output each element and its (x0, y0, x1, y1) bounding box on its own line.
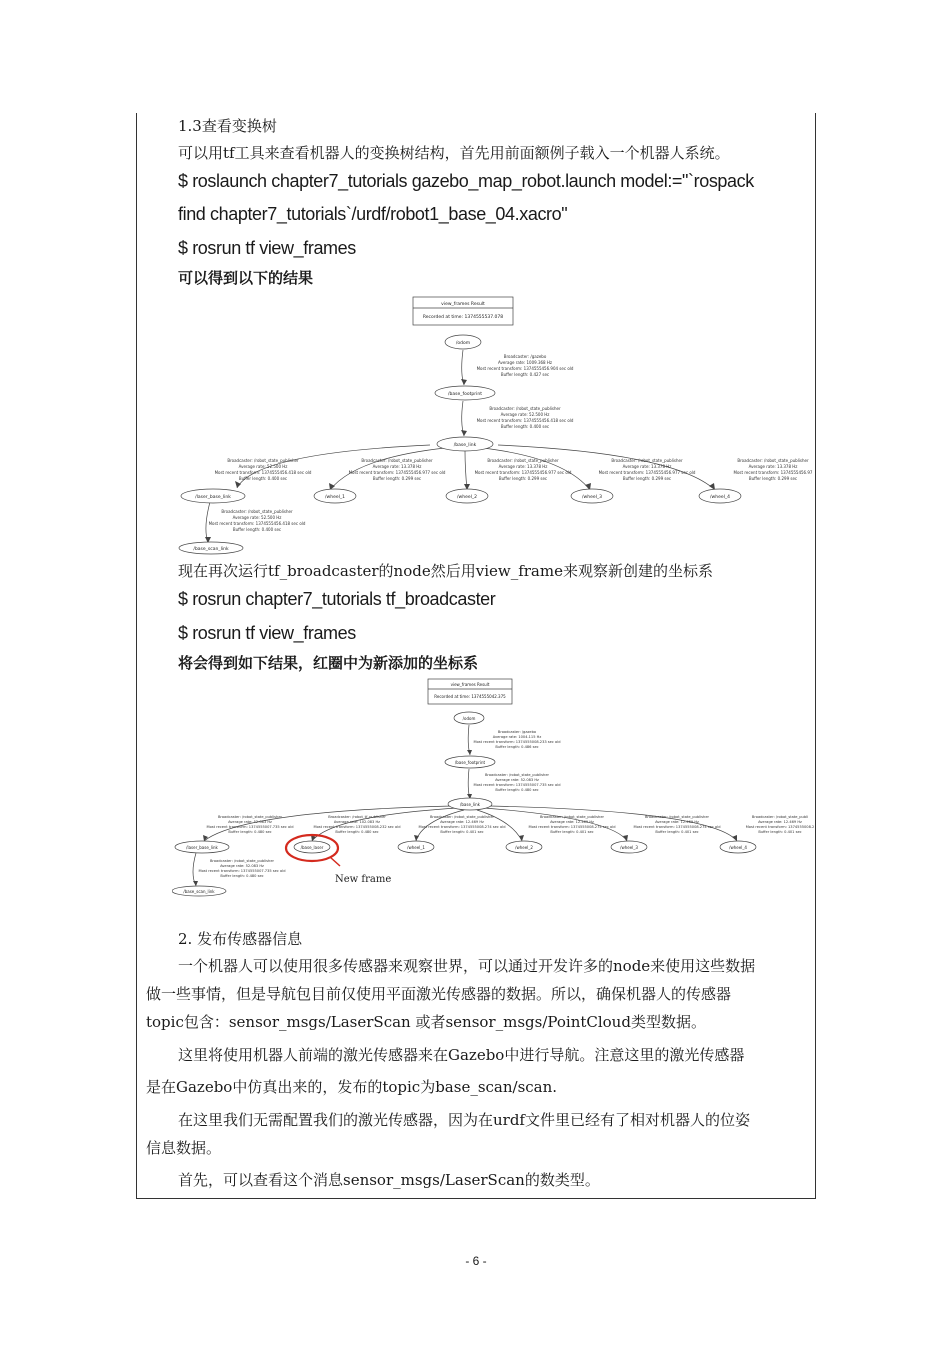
svg-text:Average rate: 13.378 Hz: Average rate: 13.378 Hz (748, 464, 798, 469)
diagram1-edge-baselink-wheel3 (599, 458, 696, 481)
svg-text:Broadcaster: /robot_state_publ: Broadcaster: /robot_state_publisher (429, 815, 495, 819)
svg-text:/laser_base_link: /laser_base_link (195, 495, 231, 500)
svg-text:/wheel_1: /wheel_1 (325, 495, 345, 500)
svg-text:Average rate: 52.083 Hz: Average rate: 52.083 Hz (495, 778, 539, 782)
command-roslaunch-line1: $ roslaunch chapter7_tutorials gazebo_map_robot.launch model:="`rospack (178, 171, 754, 191)
diagram2-edge-baselink-wheel4 (746, 815, 815, 834)
diagram2-title: view_frames Result (450, 682, 490, 687)
svg-text:/wheel_3: /wheel_3 (582, 495, 602, 500)
svg-text:Buffer length: 0.299 sec: Buffer length: 0.299 sec (372, 476, 422, 481)
svg-text:Broadcaster: /robot_state_publ: Broadcaster: /robot_state_publisher (539, 815, 605, 819)
svg-text:/base_link: /base_link (453, 443, 477, 448)
result-label: 可以得到以下的结果 (178, 270, 314, 287)
svg-text:/odom: /odom (462, 716, 476, 721)
svg-text:Broadcaster: /robot_state_publ: Broadcaster: /robot_state_publisher (611, 458, 683, 463)
svg-text:Buffer length: 0.299 sec: Buffer length: 0.299 sec (498, 476, 548, 481)
new-frame-annotation: New frame (335, 874, 392, 885)
result-label-2: 将会得到如下结果，红圈中为新添加的坐标系 (178, 655, 479, 672)
svg-text:Average rate: 1009.368 Hz: Average rate: 1009.368 Hz (498, 360, 552, 365)
svg-text:/wheel_4: /wheel_4 (710, 495, 730, 500)
paragraph2-line2: 是在Gazebo中仿真出来的，发布的topic为base_scan/scan. (146, 1078, 558, 1096)
svg-text:Buffer length: 0.427 sec: Buffer length: 0.427 sec (500, 372, 550, 377)
svg-text:Average rate: 52.500 Hz: Average rate: 52.500 Hz (232, 515, 282, 520)
svg-text:Broadcaster: /robot_state_publ: Broadcaster: /robot_state_publisher (484, 773, 550, 777)
svg-text:Average rate: 52.500 Hz: Average rate: 52.500 Hz (500, 412, 550, 417)
svg-text:/base_link: /base_link (460, 802, 480, 807)
svg-text:Most recent transform: 1374555: Most recent transform: 1374555008.233 sec old (473, 740, 561, 744)
svg-text:Average rate: 52.083 Hz: Average rate: 52.083 Hz (220, 864, 264, 868)
command-view-frames: $ rosrun tf view_frames (178, 238, 356, 258)
page-number: - 6 - (465, 1254, 487, 1268)
paragraph1-line1: 一个机器人可以使用很多传感器来观察世界，可以通过开发许多的node来使用这些数据 (178, 957, 756, 975)
svg-text:Buffer length: 0.400 sec: Buffer length: 0.400 sec (500, 424, 550, 429)
svg-text:/base_scan_link: /base_scan_link (183, 889, 215, 894)
command-roslaunch-line2: find chapter7_tutorials`/urdf/robot1_base_04.xacro" (178, 204, 568, 224)
svg-text:Broadcaster: /gazebo: Broadcaster: /gazebo (503, 354, 547, 359)
paragraph3-line1: 在这里我们无需配置我们的激光传感器，因为在urdf文件里已经有了相对机器人的位姿 (178, 1111, 750, 1129)
diagram1-edge-baselink-wheel4 (734, 458, 813, 481)
svg-text:/wheel_4: /wheel_4 (729, 845, 747, 850)
svg-text:Average rate: 12.469 Hz: Average rate: 12.469 Hz (655, 820, 699, 824)
command-view-frames-2: $ rosrun tf view_frames (178, 623, 356, 643)
paragraph1-line3: topic包含：sensor_msgs/LaserScan 或者sensor_msgs/PointCloud类型数据。 (146, 1013, 706, 1031)
svg-text:/laser_base_link: /laser_base_link (186, 845, 218, 850)
svg-text:Most recent transform: 1374555: Most recent transform: 1374555456.418 sec old (214, 470, 312, 475)
svg-text:Broadcaster: /robot_state_publ: Broadcaster: /robot_state_publisher (217, 815, 283, 819)
svg-text:Most recent transform: 1374555: Most recent transform: 1374555456.977 sec old (474, 470, 572, 475)
svg-text:Average rate: 13.378 Hz: Average rate: 13.378 Hz (498, 464, 548, 469)
svg-text:Buffer length: 0.400 sec: Buffer length: 0.400 sec (232, 527, 282, 532)
svg-text:Most recent transform: 1374555: Most recent transform: 1374555456.418 sec old (208, 521, 306, 526)
diagram2-edge-odom-footprint (473, 730, 560, 749)
svg-text:Broadcaster: /robot_tf_publish: Broadcaster: /robot_tf_publisher (328, 815, 386, 819)
svg-text:Most recent transform: 1374555: Most recent transform: 1374555008.2 (745, 825, 815, 829)
svg-text:Buffer length: 0.480 sec: Buffer length: 0.480 sec (335, 830, 379, 834)
svg-text:/base_scan_link: /base_scan_link (193, 547, 229, 552)
svg-text:Most recent transform: 1374555: Most recent transform: 1374555007.735 sec old (473, 783, 561, 787)
svg-text:Average rate: 52.500 Hz: Average rate: 52.500 Hz (238, 464, 288, 469)
diagram2-edge-baselink-wheel1 (418, 815, 505, 834)
diagram2-edge-laser-scan (198, 859, 285, 878)
svg-text:Buffer length: 0.401 sec: Buffer length: 0.401 sec (440, 830, 484, 834)
svg-text:Most recent transform: 1374555: Most recent transform: 1374555008.232 sec old (313, 825, 401, 829)
svg-text:Average rate: 12.469 Hz: Average rate: 12.469 Hz (550, 820, 594, 824)
svg-text:/wheel_2: /wheel_2 (515, 845, 533, 850)
svg-text:/odom: /odom (455, 341, 471, 346)
diagram1-edge-laser-scan (209, 509, 306, 532)
svg-text:Most recent transform: 1374555: Most recent transform: 1374555008.274 sec old (633, 825, 721, 829)
svg-text:Buffer length: 0.401 sec: Buffer length: 0.401 sec (758, 830, 802, 834)
svg-text:/base_footprint: /base_footprint (448, 392, 482, 397)
svg-text:Broadcaster: /robot_state_publ: Broadcaster: /robot_state_publisher (644, 815, 710, 819)
svg-text:Buffer length: 0.480 sec: Buffer length: 0.480 sec (220, 874, 264, 878)
svg-text:Average rate: 12.469 Hz: Average rate: 12.469 Hz (758, 820, 802, 824)
svg-text:Buffer length: 0.299 sec: Buffer length: 0.299 sec (748, 476, 798, 481)
svg-text:Average rate: 13.378 Hz: Average rate: 13.378 Hz (372, 464, 422, 469)
svg-text:Average rate: 12.469 Hz: Average rate: 12.469 Hz (440, 820, 484, 824)
diagram2-edge-footprint-baselink (473, 773, 560, 792)
after-text: 现在再次运行tf_broadcaster的node然后用view_frame来观察新创建的坐标系 (178, 562, 713, 580)
diagram1-title: view_frames Result (441, 302, 485, 307)
diagram1-edge-baselink-wheel1 (349, 458, 446, 481)
svg-text:Most recent transform: 1374555: Most recent transform: 1374555456.977 sec old (348, 470, 446, 475)
svg-text:Broadcaster: /robot_state_publ: Broadcaster: /robot_state_publisher (489, 406, 561, 411)
diagram2-recorded: Recorded at time: 1374555042.375 (434, 694, 506, 699)
svg-text:Average rate: 1004.115 Hz: Average rate: 1004.115 Hz (492, 735, 542, 739)
command-tf-broadcaster: $ rosrun chapter7_tutorials tf_broadcaster (178, 589, 496, 609)
paragraph2-line1: 这里将使用机器人前端的激光传感器来在Gazebo中进行导航。注意这里的激光传感器 (178, 1046, 745, 1064)
paragraph1-line2: 做一些事情，但是导航包目前仅使用平面激光传感器的数据。所以，确保机器人的传感器 (146, 985, 732, 1003)
svg-text:Buffer length: 0.299 sec: Buffer length: 0.299 sec (622, 476, 672, 481)
diagram2-edge-baselink-wheel2 (528, 815, 615, 834)
diagram1-edge-footprint-baselink (477, 406, 574, 429)
svg-text:Broadcaster: /robot_state_publ: Broadcaster: /robot_state_publisher (737, 458, 809, 463)
svg-text:Buffer length: 0.401 sec: Buffer length: 0.401 sec (655, 830, 699, 834)
tf-tree-diagram-2 (172, 676, 818, 898)
svg-text:Average rate: 13.378 Hz: Average rate: 13.378 Hz (622, 464, 672, 469)
svg-text:/base_footprint: /base_footprint (454, 760, 486, 765)
diagram1-edge-odom-footprint (477, 354, 574, 377)
diagram2-edge-baselink-base-laser (313, 815, 400, 834)
diagram1-edge-baselink-laser (215, 458, 312, 481)
svg-text:Buffer length: 0.480 sec: Buffer length: 0.480 sec (228, 830, 272, 834)
svg-text:Broadcaster: /gazebo: Broadcaster: /gazebo (497, 730, 537, 734)
tf-tree-diagram-1 (175, 293, 815, 555)
paragraph4-line1: 首先，可以查看这个消息sensor_msgs/LaserScan的数类型。 (178, 1171, 600, 1189)
svg-text:/wheel_2: /wheel_2 (457, 495, 477, 500)
section-heading-1: 1.3查看变换树 (178, 117, 277, 135)
svg-text:Most recent transform: 1374555: Most recent transform: 1374555456.977 sec old (598, 470, 696, 475)
svg-text:Most recent transform: 1374555: Most recent transform: 1374555008.274 sec old (528, 825, 616, 829)
svg-text:Average rate: 52.083 Hz: Average rate: 52.083 Hz (228, 820, 272, 824)
new-frame-pointer (330, 857, 340, 866)
diagram2-edge-baselink-wheel3 (633, 815, 720, 834)
svg-text:Broadcaster: /robot_state_publ: Broadcaster: /robot_state_publisher (487, 458, 559, 463)
svg-text:/wheel_3: /wheel_3 (620, 845, 638, 850)
svg-text:Buffer length: 0.401 sec: Buffer length: 0.401 sec (550, 830, 594, 834)
svg-text:Broadcaster: /robot_state_publ: Broadcaster: /robot_state_publisher (221, 509, 293, 514)
diagram1-edge-baselink-wheel2 (475, 458, 572, 481)
svg-text:Most recent transform: 1374555: Most recent transform: 1374555456.97 (733, 470, 813, 475)
svg-text:Buffer length: 0.486 sec: Buffer length: 0.486 sec (495, 745, 539, 749)
section-heading-2: 2. 发布传感器信息 (178, 930, 303, 948)
paragraph3-line2: 信息数据。 (146, 1139, 222, 1157)
svg-text:Broadcaster: /robot_state_publ: Broadcaster: /robot_state_publisher (227, 458, 299, 463)
svg-text:Broadcaster: /robot_state_publ: Broadcaster: /robot_state_publisher (361, 458, 433, 463)
svg-text:Broadcaster: /robot_state_publ: Broadcaster: /robot_state_publisher (209, 859, 275, 863)
svg-text:Most recent transform: 1374555: Most recent transform: 1374555007.735 sec old (206, 825, 294, 829)
svg-text:/base_laser: /base_laser (300, 845, 324, 850)
svg-text:Most recent transform: 1374555: Most recent transform: 1374555008.274 sec old (418, 825, 506, 829)
svg-text:Buffer length: 0.480 sec: Buffer length: 0.480 sec (495, 788, 539, 792)
svg-text:Buffer length: 0.400 sec: Buffer length: 0.400 sec (238, 476, 288, 481)
intro-paragraph: 可以用tf工具来查看机器人的变换树结构，首先用前面额例子载入一个机器人系统。 (178, 144, 730, 162)
svg-text:Most recent transform: 1374555: Most recent transform: 1374555456.904 sec old (476, 366, 574, 371)
svg-text:Broadcaster: /robot_state_publ: Broadcaster: /robot_state_publi (751, 815, 809, 819)
diagram1-recorded: Recorded at time: 1374555537.078 (422, 315, 504, 320)
svg-text:Most recent transform: 1374555: Most recent transform: 1374555007.735 sec old (198, 869, 286, 873)
svg-text:/wheel_1: /wheel_1 (407, 845, 425, 850)
svg-text:Average rate: 102.083 Hz: Average rate: 102.083 Hz (333, 820, 381, 824)
svg-text:Most recent transform: 1374555: Most recent transform: 1374555456.418 sec old (476, 418, 574, 423)
diagram2-edge-baselink-laser (206, 815, 293, 834)
